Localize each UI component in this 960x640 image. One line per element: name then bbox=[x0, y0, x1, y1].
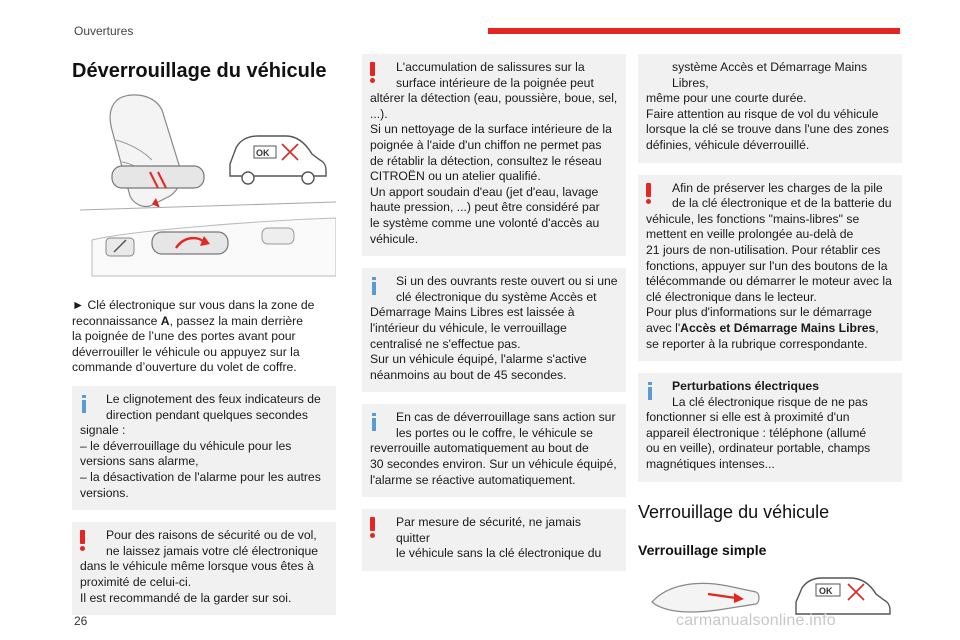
column-2 bbox=[362, 54, 626, 571]
car-icon bbox=[796, 578, 890, 614]
warning-icon bbox=[80, 530, 86, 552]
section-title-unlocking: Déverrouillage du véhicule bbox=[72, 60, 327, 82]
info-box-indicators: Le clignotement des feux indicateurs de direction pendant quelques secondes signale : – le déverrouillage du véhicule pour les versions sans alarme, – la désactivation de l'alarme pour les autres versions. bbox=[72, 386, 336, 510]
handle-illustration bbox=[72, 90, 336, 280]
watermark: carmanualsonline.info bbox=[676, 612, 836, 629]
subsection-title-simple-locking: Verrouillage simple bbox=[638, 541, 767, 558]
unlock-paragraph: ► Clé électronique sur vous dans la zone de reconnaissance A, passez la main derrière la poignée de l’une des portes avant pour déverrouiller le véhicule ou appuyez sur la commande d’ouverture du volet de coffre. bbox=[72, 298, 315, 375]
section-title-locking: Verrouillage du véhicule bbox=[638, 501, 830, 522]
running-header: Ouvertures bbox=[74, 24, 134, 38]
info-box-open-door: Si un des ouvrants reste ouvert ou si une clé électronique du système Accès et Démarrage Mains Libres est laissée à l'intérieur du véhicule, le verrouillage centralisé ne s'effectue pas. Sur un véhicule équipé, l'alarme s'active néanmoins au bout de 45 secondes. bbox=[362, 268, 626, 392]
warning-box-leave-key: Par mesure de sécurité, ne jamais quitter le véhicule sans la clé électronique du bbox=[362, 509, 626, 571]
warning-box-dirt: L'accumulation de salissures sur la surface intérieure de la poignée peut altérer la détection (eau, poussière, boue, sel, ...). Si un nettoyage de la surface intérieure de la poignée à l'aide d'un chiffon ne permet pas de rétablir la détection, consultez le réseau CITROËN ou un atelier qualifié. Un apport soudain d'eau (jet d'eau, lavage haute pression, ...) peut être considéré par le système comme une volonté d'accès au véhicule. bbox=[362, 54, 626, 256]
column-3 bbox=[638, 54, 902, 620]
warning-box-continued: système Accès et Démarrage Mains Libres, même pour une courte durée. Faire attention au risque de vol du véhicule lorsque la clé se trouve dans l'une des zones définies, véhicule déverrouillé. bbox=[638, 54, 902, 163]
figure-ok-label: OK bbox=[256, 148, 270, 158]
figure-unlocking bbox=[72, 90, 336, 280]
info-icon bbox=[372, 413, 376, 431]
warning-icon bbox=[370, 62, 376, 84]
info-box-title: Perturbations électriques bbox=[672, 379, 819, 394]
info-box-electrical: Perturbations électriques La clé électronique risque de ne pas fonctionner si elle est à proximité d'un appareil électronique : téléphone (allumé ou en veille), ordinateur portable, champs magnétiques intenses... bbox=[638, 373, 902, 482]
page-number: 26 bbox=[74, 614, 88, 628]
car-icon bbox=[230, 136, 326, 184]
info-icon bbox=[648, 382, 652, 400]
info-icon bbox=[82, 395, 86, 413]
warning-box-key-security: Pour des raisons de sécurité ou de vol, ne laissez jamais votre clé électronique dans le véhicule même lorsque vous êtes à proximité de celui-ci. Il est recommandé de la garder sur soi. bbox=[72, 522, 336, 615]
warning-icon bbox=[370, 517, 376, 539]
warning-icon bbox=[646, 183, 652, 205]
zone-label-a: A bbox=[160, 313, 170, 328]
warning-box-battery: Afin de préserver les charges de la pile de la clé électronique et de la batterie du véhicule, les fonctions "mains-libres" se mettent en veille prolongée au-delà de 21 jours de non-utilisation. Pour rétablir ces fonctions, appuyer sur l'un des boutons de la télécommande ou démarrer le moteur avec la clé électronique dans le lecteur. Pour plus d'informations sur le démarrage avec l'Accès et Démarrage Mains Libres, se reporter à la rubrique correspondante. bbox=[638, 175, 902, 362]
header-accent-bar bbox=[488, 28, 900, 34]
figure-ok-label: OK bbox=[819, 585, 833, 596]
column-1 bbox=[72, 52, 336, 615]
feature-name-bold: Accès et Démarrage Mains Libres bbox=[680, 320, 876, 335]
info-box-relock: En cas de déverrouillage sans action sur les portes ou le coffre, le véhicule se reverrouille automatiquement au bout de 30 secondes environ. Sur un véhicule équipé, l'alarme se réactive automatiquement. bbox=[362, 404, 626, 497]
info-icon bbox=[372, 277, 376, 295]
